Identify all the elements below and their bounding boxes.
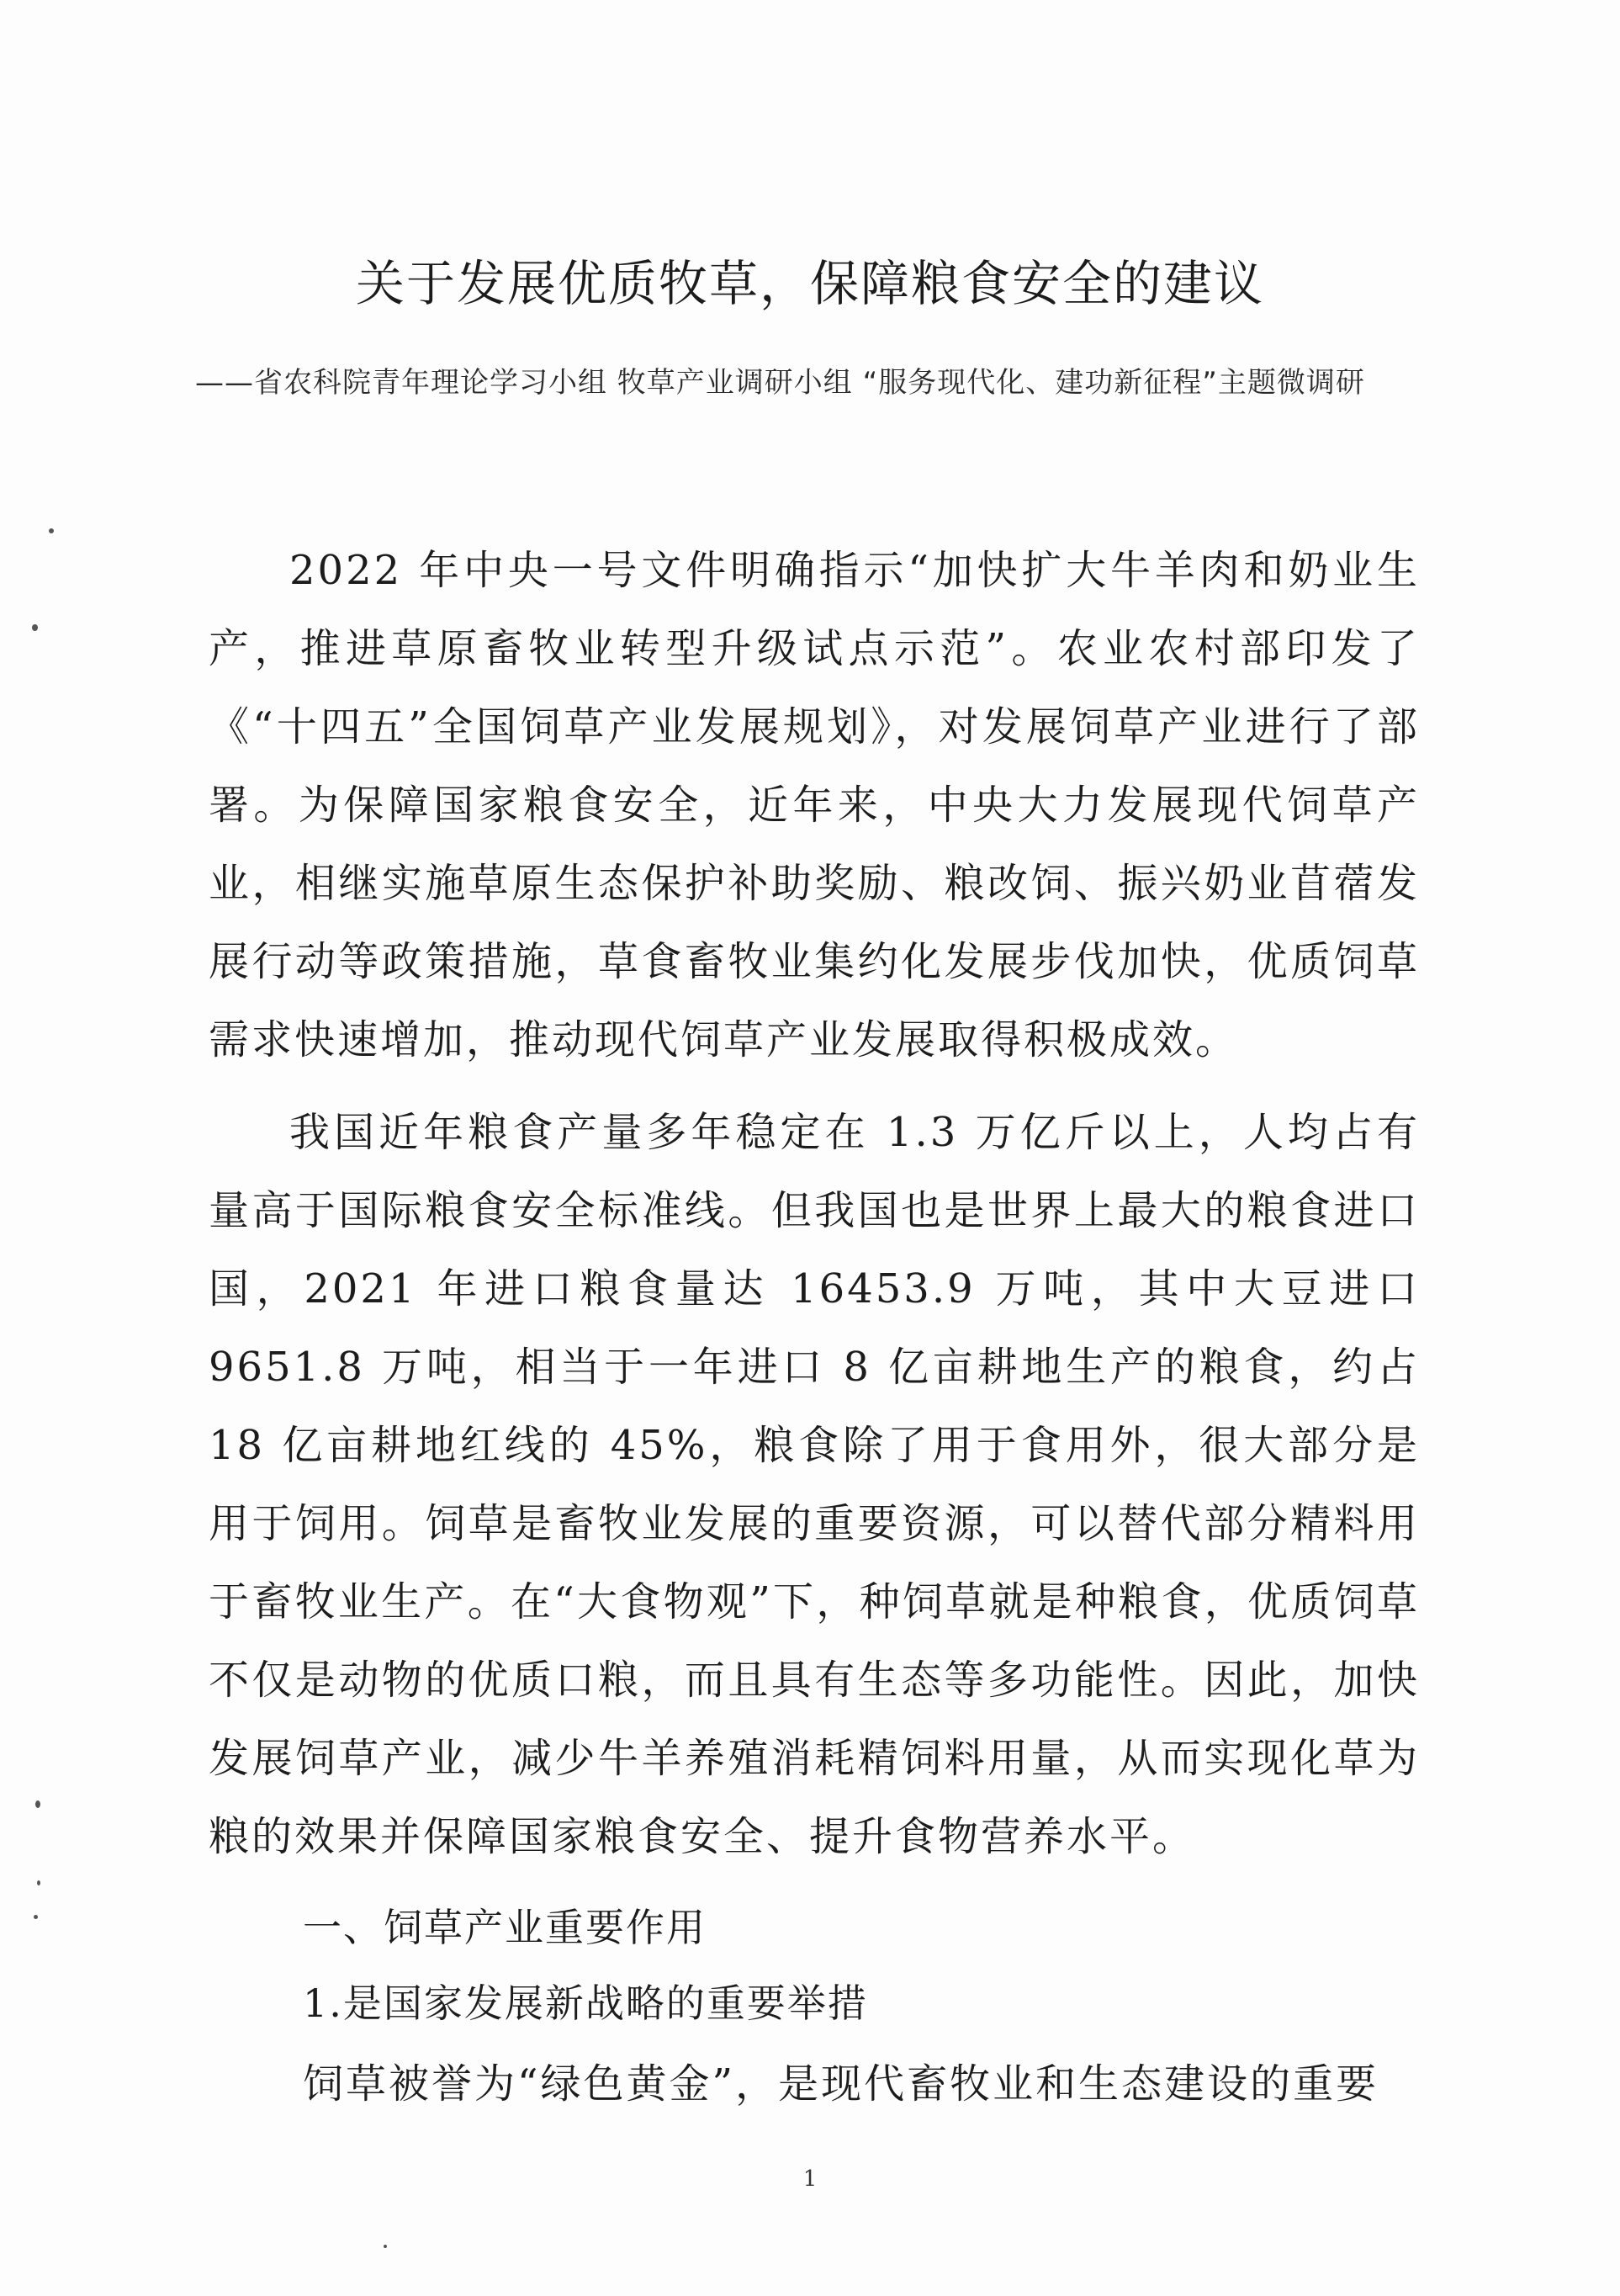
scan-speck xyxy=(49,528,54,533)
paragraph-3: 饲草被誉为“绿色黄金”，是现代畜牧业和生态建设的重要 xyxy=(303,2060,1379,2108)
scan-speck xyxy=(34,1915,38,1919)
scan-speck xyxy=(384,2245,387,2248)
paragraph-1: 2022 年中央一号文件明确指示“加快扩大牛羊肉和奶业生产，推进草原畜牧业转型升级试点示范”。农业农村部印发了《“十四五”全国饲草产业发展规划》，对发展饲草产业进行了部署。为保障国家粮食安全，近年来，中央大力发展现代饲草产业，相继实施草原生态保护补助奖励、粮改饲、振兴奶业苜蓿发展行动等政策措施，草食畜牧业集约化发展步伐加快，优质饲草需求快速增加，推动现代饲草产业发展取得积极成效。 xyxy=(209,547,1420,1063)
paragraph-2: 我国近年粮食产量多年稳定在 1.3 万亿斤以上，人均占有量高于国际粮食安全标准线。但我国也是世界上最大的粮食进口国，2021 年进口粮食量达 16453.9 万吨，其中大豆进口 9651.8 万吨，相当于一年进口 8 亿亩耕地生产的粮食，约占 18 亿亩耕地红线的 45%，粮食除了用于食用外，很大部分是用于饲用。饲草是畜牧业发展的重要资源，可以替代部分精料用于畜牧业生产。在“大食物观”下，种饲草就是种粮食，优质饲草不仅是动物的优质口粮，而且具有生态等多功能性。因此，加快发展饲草产业，减少牛羊养殖消耗精饲料用量，从而实现化草为粮的效果并保障国家粮食安全、提升食物营养水平。 xyxy=(209,1109,1420,1860)
scan-speck xyxy=(37,1880,40,1885)
document-title: 关于发展优质牧草，保障粮食安全的建议 xyxy=(355,255,1264,312)
section-heading: 一、饲草产业重要作用 xyxy=(303,1905,707,1950)
subsection-heading: 1.是国家发展新战略的重要举措 xyxy=(303,1980,868,2026)
scan-speck xyxy=(35,1800,40,1808)
page-number: 1 xyxy=(802,2166,818,2192)
scan-speck xyxy=(32,624,38,631)
document-subtitle: ——省农科院青年理论学习小组 牧草产业调研小组 “服务现代化、建功新征程”主题微调研 xyxy=(195,366,1365,400)
